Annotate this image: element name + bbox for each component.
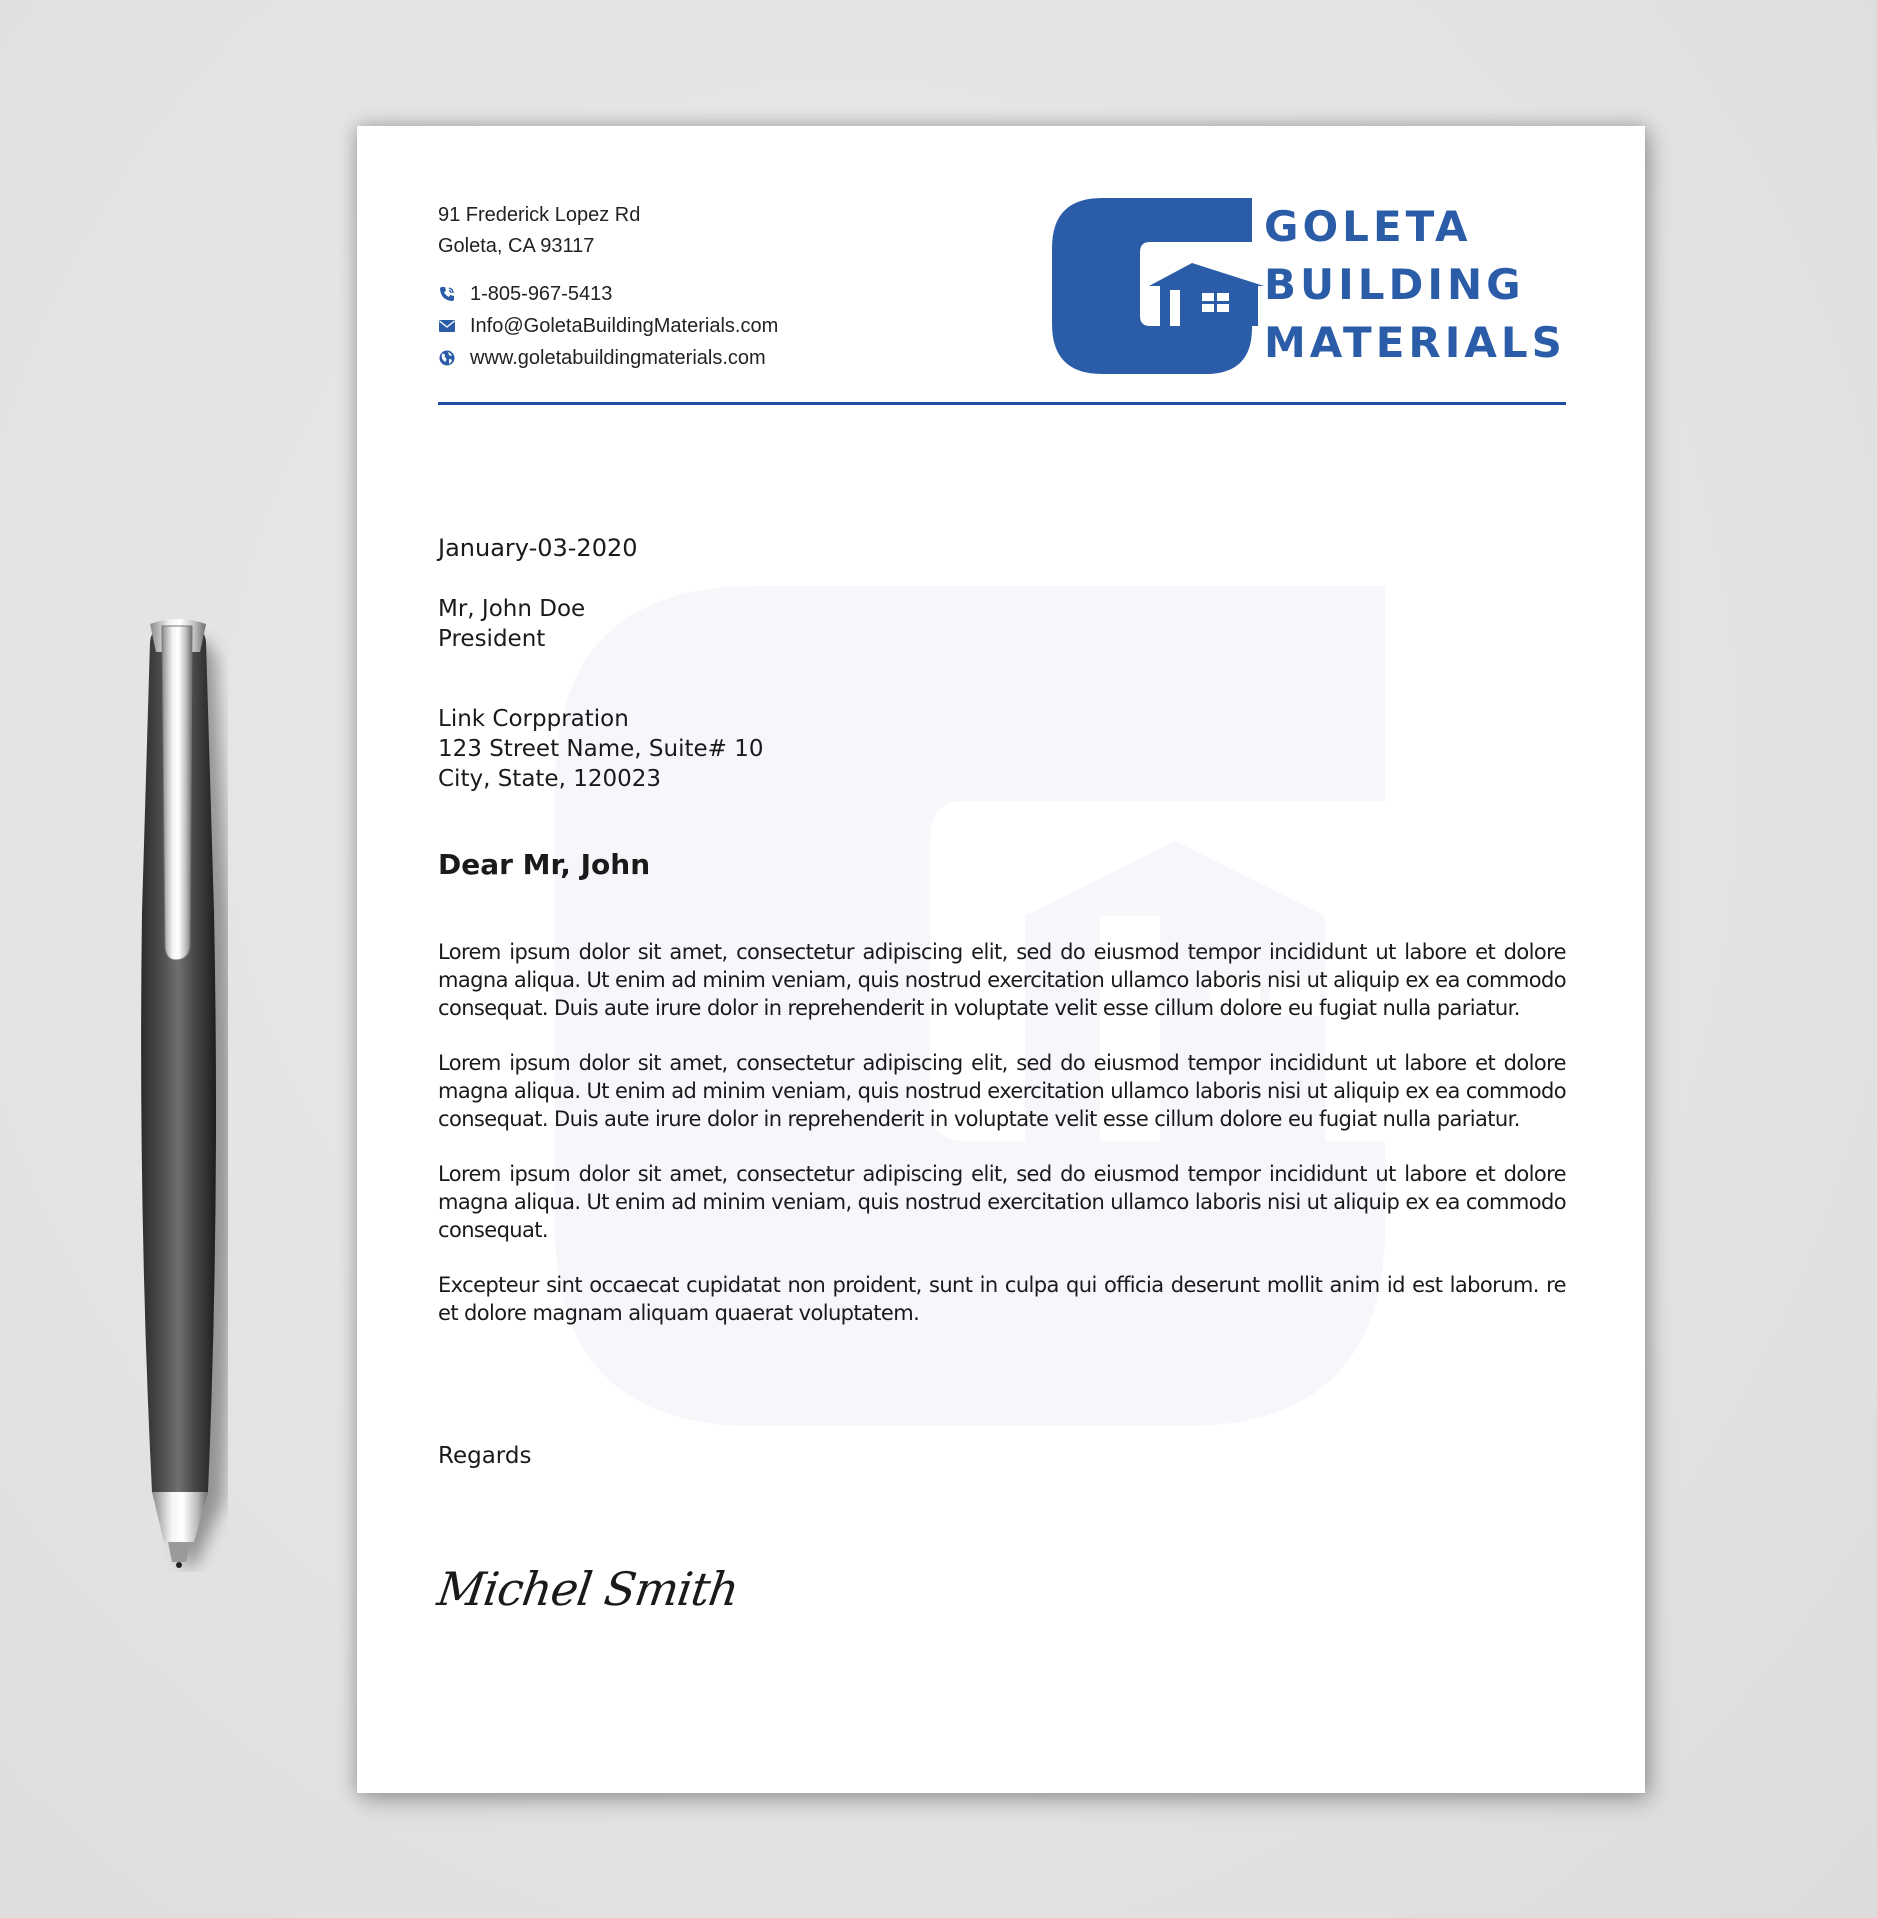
paragraph-2: Lorem ipsum dolor sit amet, consectetur adipiscing elit, sed do eiusmod tempor incididunt ut labore et dolore magna aliqua. Ut enim ad minim veniam, quis nostrud exercitation ullamco laboris nisi ut aliquip ex ea commodo consequat. Duis aute irure dolor in reprehenderit in voluptate velit esse cillum dolore eu fugiat nulla pariatur.: [438, 1051, 1566, 1131]
letter-date: January-03-2020: [438, 534, 638, 562]
logo-mark-icon: [1052, 198, 1264, 374]
paragraph-3: Lorem ipsum dolor sit amet, consectetur adipiscing elit, sed do eiusmod tempor incididunt ut labore et dolore magna aliqua. Ut enim ad minim veniam, quis nostrud exercitation ullamco laboris nisi ut aliquip ex ea commodo consequat.: [438, 1162, 1566, 1242]
paragraph-4: Excepteur sint occaecat cupidatat non proident, sunt in culpa qui officia deserunt mollit anim id est laborum. re et dolore magnam aliquam quaerat voluptatem.: [438, 1273, 1566, 1325]
closing: Regards: [438, 1443, 532, 1469]
email-row: [438, 310, 778, 342]
salutation: Dear Mr, John: [438, 848, 651, 881]
logo-line-building: BUILDING: [1264, 260, 1525, 309]
phone-number[interactable]: 1-805-967-5413: [470, 282, 613, 305]
globe-icon: [438, 349, 456, 367]
company-street: 123 Street Name, Suite# 10: [438, 736, 764, 762]
envelope-icon: [438, 317, 456, 335]
recipient-block: [438, 594, 585, 654]
logo-wordmark: [1264, 198, 1566, 372]
header-divider: [438, 402, 1566, 405]
paragraph-1: Lorem ipsum dolor sit amet, consectetur adipiscing elit, sed do eiusmod tempor incididunt ut labore et dolore magna aliqua. Ut enim ad minim veniam, quis nostrud exercitation ullamco laboris nisi ut aliquip ex ea commodo consequat. Duis aute irure dolor in reprehenderit in voluptate velit esse cillum dolore eu fugiat nulla pariatur.: [438, 940, 1566, 1020]
phone-icon: [438, 285, 456, 303]
logo-line-goleta: GOLETA: [1264, 202, 1472, 251]
recipient-title: President: [438, 626, 546, 652]
contact-info: [438, 200, 778, 374]
signature: Michel Smith: [434, 1562, 742, 1616]
company-logo: [1052, 198, 1572, 374]
pen-image: [128, 612, 228, 1572]
company-address-block: [438, 704, 763, 794]
address-line-1: 91 Frederick Lopez Rd: [438, 204, 641, 226]
website-link[interactable]: www.goletabuildingmaterials.com: [470, 346, 766, 369]
website-row: [438, 342, 778, 374]
letter-body: [438, 938, 1566, 1354]
letterhead-paper: [357, 126, 1645, 1793]
email-link[interactable]: Info@GoletaBuildingMaterials.com: [470, 314, 779, 337]
logo-line-materials: MATERIALS: [1264, 318, 1566, 367]
phone-row: [438, 278, 778, 310]
company-name: Link Corppration: [438, 706, 629, 732]
company-city: City, State, 120023: [438, 766, 662, 792]
address-line-2: Goleta, CA 93117: [438, 235, 595, 257]
recipient-name: Mr, John Doe: [438, 596, 586, 622]
